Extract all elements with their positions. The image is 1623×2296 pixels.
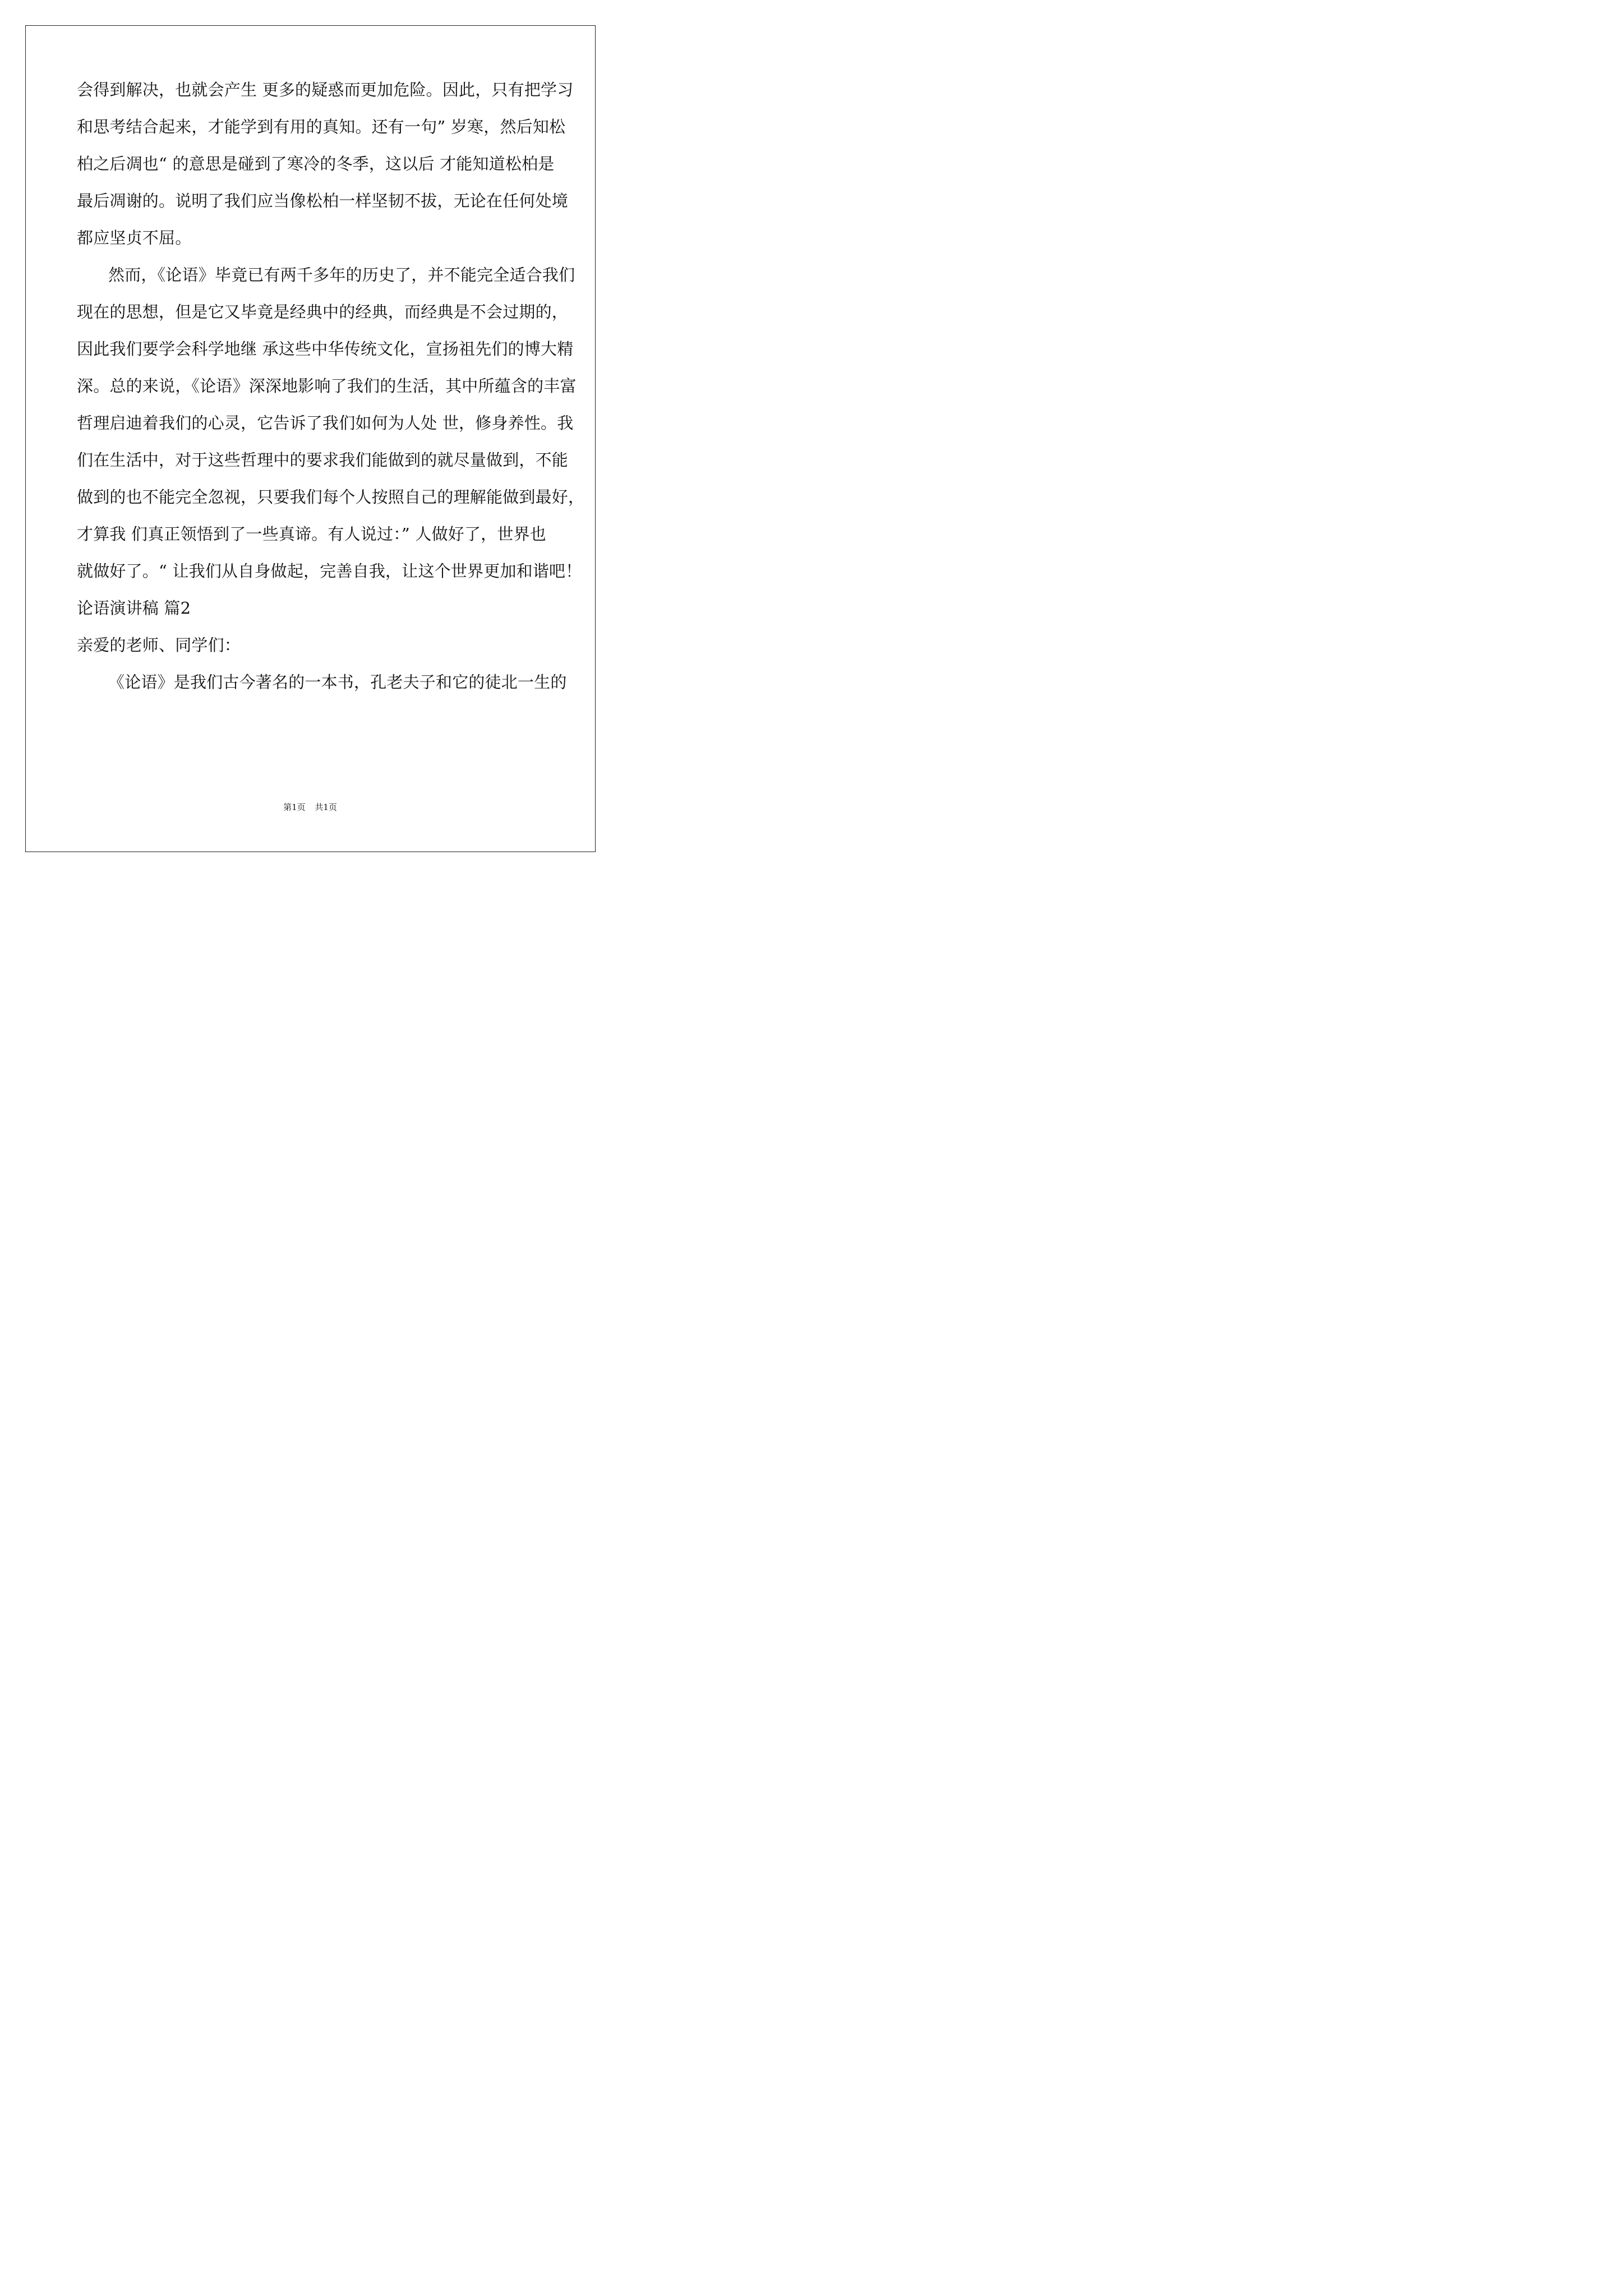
paragraph-1-line-4: 最后凋谢的。说明了我们应当像松柏一样坚韧不拔，无论在任何处境 [77,191,569,210]
page-number-label: 第1页 [283,802,306,812]
page-frame [25,25,596,852]
salutation: 亲爱的老师、同学们： [77,636,241,655]
paragraph-2-line-7: 做到的也不能完全忽视，只要我们每个人按照自己的理解能做到最好， [77,487,585,507]
total-pages-label: 共1页 [315,802,337,812]
paragraph-1-line-3: 柏之后凋也“ 的意思是碰到了寒冷的冬季，这以后 才能知道松柏是 [77,154,555,173]
paragraph-2-line-2: 现在的思想，但是它又毕竟是经典中的经典，而经典是不会过期的， [77,302,569,321]
section-title: 论语演讲稿 篇2 [77,599,191,618]
paragraph-2-line-5: 哲理启迪着我们的心灵，它告诉了我们如何为人处 世，修身养性。我 [77,413,574,432]
paragraph-1-line-1: 会得到解决，也就会产生 更多的疑惑而更加危险。因此，只有把学习 [77,80,574,99]
paragraph-3-line-1: 《论语》是我们古今著名的一本书，孔老夫子和它的徒北一生的 [108,673,567,692]
paragraph-2-line-8: 才算我 们真正领悟到了一些真谛。有人说过：” 人做好了，世界也 [77,524,546,544]
paragraph-2-line-6: 们在生活中，对于这些哲理中的要求我们能做到的就尽量做到，不能 [77,450,569,470]
paragraph-2-line-4: 深。总的来说，《论语》深深地影响了我们的生活，其中所蕴含的丰富 [77,376,577,395]
paragraph-2-line-1: 然而，《论语》毕竟已有两千多年的历史了，并不能完全适合我们 [108,265,575,284]
paragraph-2-line-3: 因此我们要学会科学地继 承这些中华传统文化，宣扬祖先们的博大精 [77,339,574,358]
paragraph-1-line-2: 和思考结合起来，才能学到有用的真知。还有一句” 岁寒，然后知松 [77,117,566,136]
paragraph-1-line-5: 都应坚贞不屈。 [77,228,192,247]
page-footer [0,802,620,813]
paragraph-2-line-9: 就做好了。“ 让我们从自身做起，完善自我，让这个世界更加和谐吧！ [77,562,582,581]
